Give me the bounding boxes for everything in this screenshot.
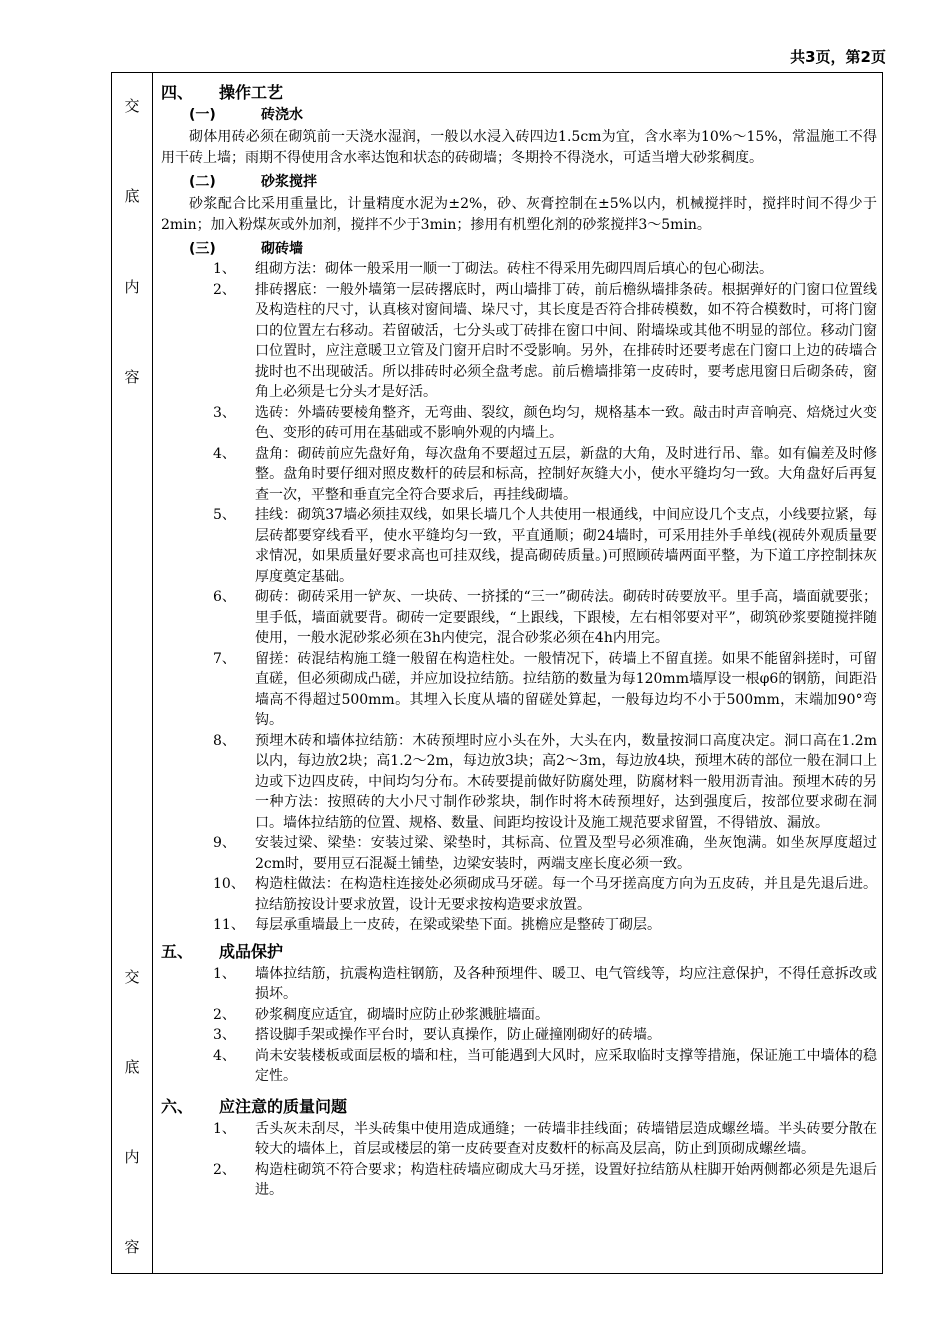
side-label-char: 容 (124, 1238, 140, 1256)
subsection-heading: (二) 砂浆搅拌 (189, 174, 317, 190)
disclosure-table (111, 72, 883, 1274)
section-heading: 五、 成品保护 (161, 941, 284, 961)
section-heading: 六、 应注意的质量问题 (161, 1096, 348, 1116)
list-item: 2、 排砖撂底：一般外墙第一层砖撂底时，两山墙排丁砖，前后檐纵墙排条砖。根据弹好的门窗口位置线及构造柱的尺寸，认真核对窗间墙、垛尺寸，其长度是否符合排砖模数，如不符合模数时，可将门窗口的位置左右移动。若留破活，七分头或丁砖排在窗口中间、附墙垛或其他不明显的部位。移动门窗口位置时，应注意暖卫立管及门窗开启时不受影响。另外，在排砖时还要考虑在门窗口上边的砖墙合拢时也不出现破活。所以排砖时必须全盘考虑。前后檐墙排第一皮砖时，要考虑甩窗日后砌条砖，窗角上必须是七分头才是好活。 (213, 281, 877, 400)
side-label-char: 交 (124, 968, 140, 986)
side-label-char: 底 (124, 187, 140, 205)
list-item: 1、 墙体拉结筋，抗震构造柱钢筋，及各种预埋件、暖卫、电气管线等，均应注意保护，不得任意拆改或损坏。 (213, 965, 877, 1002)
side-label-char: 交 (124, 97, 140, 115)
list-item: 8、 预埋木砖和墙体拉结筋：木砖预埋时应小头在外，大头在内，数量按洞口高度决定。洞口高在1.2m以内，每边放2块；高1.2～2m，每边放3块；高2～3m，每边放4块，预埋木砖的部位一般在洞口上边或下边四皮砖，中间均匀分布。木砖要提前做好防腐处理，防腐材料一般用沥青油。预埋木砖的另一种方法：按照砖的大小尺寸制作砂浆块，制作时将木砖预埋好，达到强度后，按部位要求砌在洞口。墙体拉结筋的位置、规格、数量、间距均按设计及施工规范要求留置，不得错放、漏放。 (213, 732, 877, 831)
section-heading: 四、 操作工艺 (161, 83, 284, 102)
list-item: 10、 构造柱做法：在构造柱连接处必须砌成马牙磋。每一个马牙搓高度方向为五皮砖，并且是先退后进。拉结筋按设计要求放置，设计无要求按构造要求放置。 (213, 876, 877, 913)
list-item: 4、 盘角：砌砖前应先盘好角，每次盘角不要超过五层，新盘的大角，及时进行吊、靠。如有偏差及时修整。盘角时要仔细对照皮数杆的砖层和标高，控制好灰缝大小，使水平缝均匀一致。大角盘好后再复查一次，平整和垂直完全符合要求后，再挂线砌墙。 (213, 445, 877, 503)
list-item: 3、 选砖：外墙砖要棱角整齐，无弯曲、裂纹，颜色均匀，规格基本一致。敲击时声音响亮、焙烧过火变色、变形的砖可用在基础或不影响外观的内墙上。 (213, 404, 877, 441)
paragraph: 砂浆配合比采用重量比，计量精度水泥为±2%，砂、灰膏控制在±5%以内，机械搅拌时，搅拌时间不得少于2min；加入粉煤灰或外加剂，搅拌不少于3min；掺用有机塑化剂的砂浆搅拌3～5min。 (161, 196, 877, 233)
paragraph: 砌体用砖必须在砌筑前一天浇水湿润，一般以水浸入砖四边1.5cm为宜，含水率为10%～15%，常温施工不得用干砖上墙；雨期不得使用含水率达饱和状态的砖砌墙；冬期拎不得浇水，可适当增大砂浆稠度。 (161, 129, 877, 166)
page-info: 共3页，第2页 (790, 48, 886, 66)
list-item: 2、 砂浆稠度应适宜，砌墙时应防止砂浆溅脏墙面。 (213, 1006, 549, 1023)
list-item: 1、 组砌方法：砌体一般采用一顺一丁砌法。砖柱不得采用先砌四周后填心的包心砌法。 (213, 261, 773, 277)
side-label-char: 容 (124, 368, 140, 386)
disclosure-content (161, 81, 877, 1201)
list-item: 2、 构造柱砌筑不符合要求；构造柱砖墙应砌成大马牙搓，设置好拉结筋从柱脚开始两侧都必须是先退后进。 (213, 1161, 877, 1198)
subsection-heading: (一) 砖浇水 (189, 107, 303, 123)
side-label-column (112, 73, 153, 1273)
list-item: 5、 挂线：砌筑37墙必须挂双线，如果长墙几个人共使用一根通线，中间应设几个支点，小线要拉紧，每层砖都要穿线看平，使水平缝均匀一致，平直通顺；砌24墙时，可采用挂外手单线(视砖外观质量要求情况，如果质量好要求高也可挂双线，提高砌砖质量。)可照顾砖墙两面平整，为下道工序控制抹灰厚度奠定基础。 (213, 507, 877, 585)
list-item: 3、 搭设脚手架或操作平台时，要认真操作，防止碰撞刚砌好的砖墙。 (213, 1027, 661, 1043)
list-item: 6、 砌砖：砌砖采用一铲灰、一块砖、一挤揉的“三一”砌砖法。砌砖时砖要放平。里手高，墙面就要张；里手低，墙面就要背。砌砖一定要跟线，“上跟线，下跟棱，左右相邻要对平”，砌筑砂浆要随搅拌随使用，一般水泥砂浆必须在3h内使完，混合砂浆必须在4h内用完。 (213, 589, 877, 646)
list-item: 1、 舌头灰未刮尽，半头砖集中使用造成通缝；一砖墙非挂线面；砖墙错层造成螺丝墙。半头砖要分散在较大的墙体上，首层或楼层的第一皮砖要查对皮数杆的标高及层高，防止到顶砌成螺丝墙。 (213, 1120, 877, 1157)
side-label-char: 内 (124, 278, 140, 296)
side-label-char: 内 (124, 1148, 140, 1166)
list-item: 11、 每层承重墙最上一皮砖，在梁或梁垫下面。挑檐应是整砖丁砌层。 (213, 917, 661, 933)
list-item: 4、 尚未安装楼板或面层板的墙和柱，当可能遇到大风时，应采取临时支撑等措施，保证施工中墙体的稳定性。 (213, 1047, 877, 1084)
list-item: 7、 留搓：砖混结构施工缝一般留在构造柱处。一般情况下，砖墙上不留直搓。如果不能留斜搓时，可留直磋，但必须砌成凸磋，并应加设拉结筋。拉结筋的数量为每120mm墙厚设一根φ6的钢筋，间距沿墙高不得超过500mm。其埋入长度从墙的留磋处算起，一般每边均不小于500mm，末端加90°弯钩。 (213, 650, 877, 728)
subsection-heading: (三) 砌砖墙 (189, 241, 303, 257)
list-item: 9、 安装过梁、梁垫：安装过梁、梁垫时，其标高、位置及型号必须准确，坐灰饱满。如坐灰厚度超过2cm时，要用豆石混凝土铺垫，边梁安装时，两端支座长度必须一致。 (213, 835, 877, 872)
side-label-char: 底 (124, 1058, 140, 1076)
